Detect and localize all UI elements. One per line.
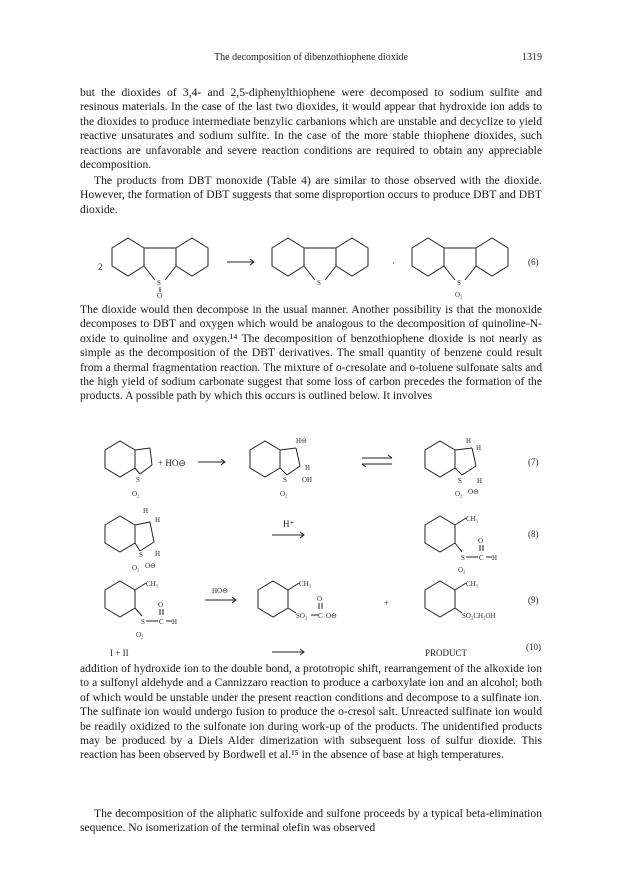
svg-text:+ HO⊖: + HO⊖: [158, 458, 186, 468]
svg-text:I + II: I + II: [110, 648, 129, 658]
svg-text:O: O: [478, 537, 484, 545]
svg-text:H: H: [476, 444, 482, 452]
svg-text:CH₃: CH₃: [466, 515, 479, 523]
svg-text:S: S: [461, 554, 465, 562]
equation-6: [98, 238, 539, 300]
svg-text:O₂: O₂: [455, 490, 463, 498]
paragraph-4: addition of hydroxide ion to the double bond, a prototropic shift, rearrangement of the alkoxide ion to a sulfonyl aldehyde and a Cannizzaro reaction to produce a carboxylate ion and an alcohol; both of which would be unstable under the present reaction conditions and decompose to a sulfinate ion. The sulfinate ion would undergo fusion to produce the o-cresol salt. Unreacted sulfinate ion would be readily oxidized to the sulfonate ion during work-up of the products. The unidentified products may be produced by a Diels Alder dimerization with subsequent loss of sulfur dioxide. This reaction has been observed by Bordwell et al.¹⁵ in the absence of base at high temperatures.: [80, 662, 542, 762]
svg-text:S: S: [458, 477, 462, 485]
svg-text:H: H: [305, 464, 311, 472]
svg-text:C: C: [318, 612, 323, 620]
svg-text:CH₃: CH₃: [466, 580, 479, 588]
svg-text:SO₂CH₂OH: SO₂CH₂OH: [462, 612, 496, 620]
svg-text:O₂: O₂: [280, 490, 288, 498]
svg-text:C: C: [479, 554, 484, 562]
svg-text:O⊖: O⊖: [145, 562, 156, 570]
svg-text:O₂: O₂: [136, 631, 144, 639]
svg-text:(9): (9): [528, 595, 539, 605]
svg-text:(7): (7): [528, 457, 539, 467]
svg-text:O⊖: O⊖: [468, 488, 479, 496]
svg-text:(10): (10): [526, 642, 541, 652]
paragraph-3: The dioxide would then decompose in the usual manner. Another possibility is that the monoxide decomposes to DBT and oxygen which would be analogous to the decomposition of quinoline-N-oxide to quinoline and oxygen.¹⁴ The decomposition of benzothiophene dioxide is not nearly as simple as the decomposition of the DBT derivatives. The small quantity of benzene could result from a thermal fragmentation reaction. The mixture of o-cresolate and o-toluene sulfonate salts and the high yield of sodium carbonate suggest that some loss of carbon precedes the formation of the products. A possible path by which this occurs is outlined below. It involves: [80, 303, 542, 403]
equation-8: [105, 507, 539, 574]
svg-text:O⊖: O⊖: [326, 612, 337, 620]
svg-text:HO⊖: HO⊖: [212, 587, 228, 595]
svg-text:O₂: O₂: [458, 566, 466, 574]
svg-text:H: H: [492, 554, 498, 562]
svg-text:O: O: [158, 601, 164, 609]
page-number: 1319: [522, 52, 542, 63]
svg-text:H: H: [155, 550, 161, 558]
svg-text:O: O: [157, 292, 163, 300]
svg-text:O₂: O₂: [455, 291, 463, 299]
svg-text:CH₃: CH₃: [146, 580, 159, 588]
equation-7: [105, 437, 539, 498]
paragraph-5: The decomposition of the aliphatic sulfoxide and sulfone proceeds by a typical beta-elimination sequence. No isomerization of the terminal olefin was observed: [80, 807, 542, 835]
svg-text:SO₂: SO₂: [296, 612, 308, 620]
svg-text:PRODUCT: PRODUCT: [425, 648, 468, 658]
svg-text:H: H: [155, 516, 161, 524]
svg-text:O: O: [317, 595, 323, 603]
svg-text:S: S: [457, 279, 461, 287]
svg-text:·: ·: [392, 258, 395, 268]
svg-text:H⁺: H⁺: [283, 519, 295, 529]
svg-text:S: S: [157, 279, 161, 287]
svg-text:(6): (6): [528, 257, 539, 267]
paragraph-2: The products from DBT monoxide (Table 4) are similar to those observed with the dioxide. However, the formation of DBT suggests that some disproportion occurs to produce DBT and DBT dioxide.: [80, 174, 542, 216]
svg-text:O₂: O₂: [132, 564, 140, 572]
svg-text:S: S: [283, 476, 287, 484]
svg-text:H: H: [477, 477, 483, 485]
svg-text:H⊖: H⊖: [296, 437, 307, 445]
svg-text:CH₃: CH₃: [299, 580, 312, 588]
svg-text:S: S: [141, 618, 145, 626]
svg-text:+: +: [384, 598, 390, 608]
paragraph-1: but the dioxides of 3,4- and 2,5-diphenylthiophene were decomposed to sodium sulfite and resinous materials. In the case of the last two dioxides, it would appear that hydroxide ion adds to the dioxides to produce intermediate benzylic carbanions which are unstable and decyclize to yield reactive unsaturates and sodium sulfite. In the case of the more stable thiophene dioxides, such reactions are unfavorable and severe reaction conditions are required to obtain any appreciable decomposition.: [80, 86, 542, 172]
svg-text:S: S: [139, 551, 143, 559]
svg-text:H: H: [143, 507, 149, 515]
svg-text:O₂: O₂: [132, 490, 140, 498]
svg-text:S: S: [317, 279, 321, 287]
svg-text:H: H: [172, 618, 178, 626]
svg-text:(8): (8): [528, 529, 539, 539]
dbt-dioxide-structure: [412, 238, 508, 299]
equation-10: [110, 642, 541, 658]
svg-text:2: 2: [98, 262, 103, 272]
equation-9: [105, 580, 539, 639]
running-title: The decomposition of dibenzothiophene dioxide: [214, 52, 408, 63]
svg-text:C: C: [159, 618, 164, 626]
dbt-structure: [272, 238, 368, 287]
svg-text:S: S: [136, 476, 140, 484]
dbt-monoxide-structure: [112, 238, 208, 300]
svg-text:OH: OH: [302, 476, 313, 484]
svg-text:H: H: [466, 437, 472, 445]
